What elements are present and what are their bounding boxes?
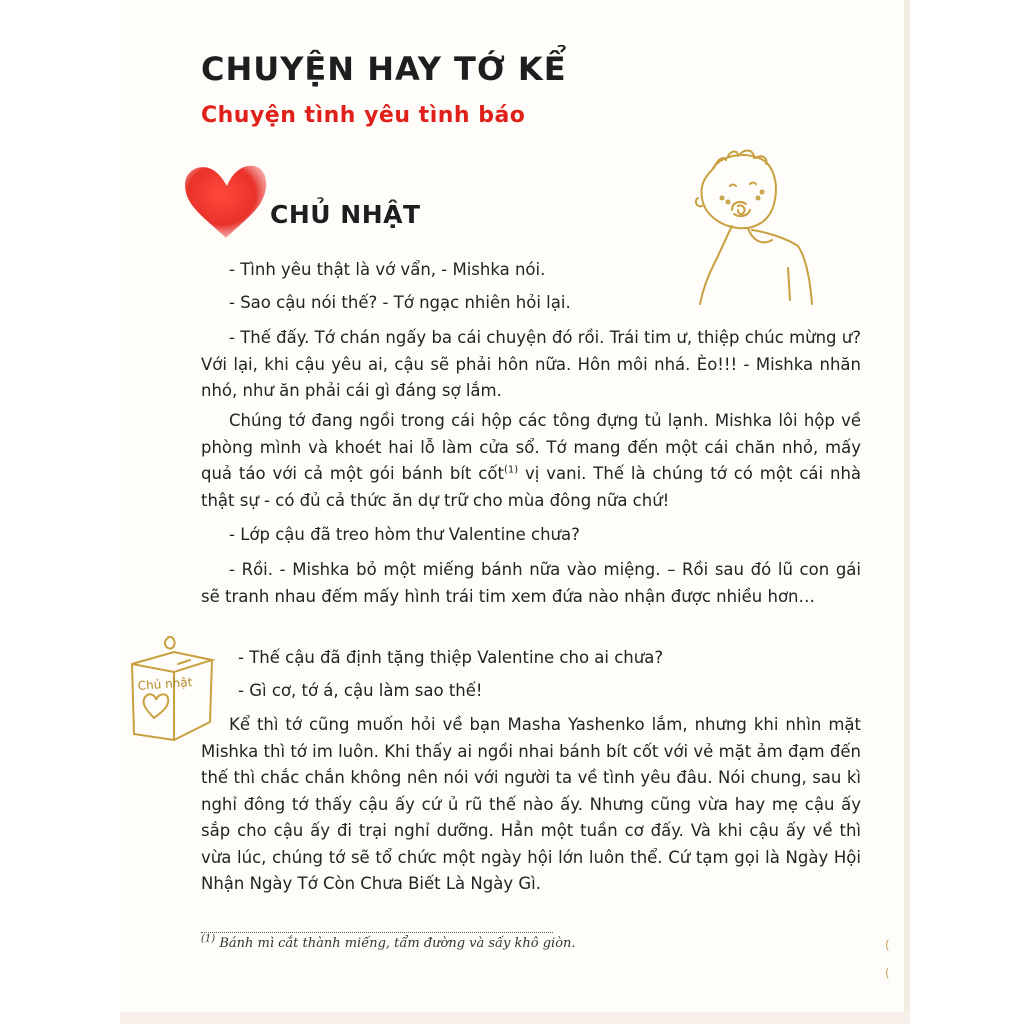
footnote-marker: (1) bbox=[201, 933, 216, 945]
footnote-divider bbox=[201, 932, 553, 933]
page-edge-mark: ( bbox=[885, 938, 890, 952]
paragraph-4 bbox=[201, 408, 861, 514]
page-edge bbox=[904, 0, 910, 1024]
paragraph-8: - Gì cơ, tớ á, cậu làm sao thế! bbox=[238, 681, 483, 700]
paragraph-4-text: Chúng tớ đang ngồi trong cái hộp các tông đựng tủ lạnh. Mishka lôi hộp về phòng mình và khoét hai lỗ làm cửa sổ. Tớ mang đến một cái chăn nhỏ, mấy quả táo với cả một gói bánh bít cốt bbox=[201, 411, 861, 483]
footnote-ref: (1) bbox=[503, 464, 519, 476]
paragraph-1: - Tình yêu thật là vớ vẩn, - Mishka nói. bbox=[229, 260, 546, 279]
paragraph-6: - Rồi. - Mishka bỏ một miếng bánh nữa vào miệng. – Rồi sau đó lũ con gái sẽ tranh nhau đếm mấy hình trái tim xem đứa nào nhận được nhiều hơn… bbox=[201, 560, 861, 606]
paragraph-7: - Thế cậu đã định tặng thiệp Valentine cho ai chưa? bbox=[238, 648, 664, 667]
chapter-title: CHUYỆN HAY TỚ KỂ bbox=[201, 50, 567, 88]
page-edge-mark: ( bbox=[885, 966, 890, 980]
paragraph-3: - Thế đấy. Tớ chán ngấy ba cái chuyện đó rồi. Trái tim ư, thiệp chúc mừng ư? Với lại, khi cậu yêu ai, cậu sẽ phải hôn nữa. Hôn môi nhá. Èo!!! - Mishka nhăn nhó, như ăn phải cái gì đáng sợ lắm. bbox=[201, 328, 861, 400]
page-bottom-edge bbox=[120, 1012, 910, 1024]
footnote bbox=[201, 933, 576, 951]
paragraph-5: - Lớp cậu đã treo hòm thư Valentine chưa? bbox=[229, 525, 580, 544]
day-heading: CHỦ NHẬT bbox=[270, 200, 421, 229]
paragraph-4-text-cont: vị vani. Thế là chúng tớ có một cái nhà thật sự - có đủ cả thức ăn dự trữ cho mùa đông nữa chứ! bbox=[201, 464, 862, 510]
heart-illustration bbox=[182, 156, 268, 242]
paragraph-9: Kể thì tớ cũng muốn hỏi về bạn Masha Yashenko lắm, nhưng khi nhìn mặt Mishka thì tớ im luôn. Khi thấy ai ngồi nhai bánh bít cốt với vẻ mặt ảm đạm đến thế thì chắc chắn không nên nói với người ta về tình yêu đâu. Nói chung, sau kì nghỉ đông tớ thấy cậu ấy cứ ủ rũ thế nào ấy. Nhưng cũng vừa hay mẹ cậu ấy sắp cho cậu ấy đi trại nghỉ dưỡng. Hẳn một tuần cơ đấy. Và khi cậu ấy về thì vừa lúc, chúng tớ sẽ tổ chức một ngày hội lớn luôn thể. Cứ tạm gọi là Ngày Hội Nhận Ngày Tớ Còn Chưa Biết Là Ngày Gì. bbox=[201, 715, 861, 893]
paragraph-2: - Sao cậu nói thế? - Tớ ngạc nhiên hỏi lại. bbox=[229, 293, 571, 312]
boy-sketch-illustration bbox=[692, 148, 816, 308]
chapter-subtitle: Chuyện tình yêu tình báo bbox=[201, 103, 526, 128]
mailbox-label: Chủ nhật bbox=[137, 675, 193, 693]
footnote-text: Bánh mì cắt thành miếng, tẩm đường và sấy khô giòn. bbox=[219, 936, 576, 951]
